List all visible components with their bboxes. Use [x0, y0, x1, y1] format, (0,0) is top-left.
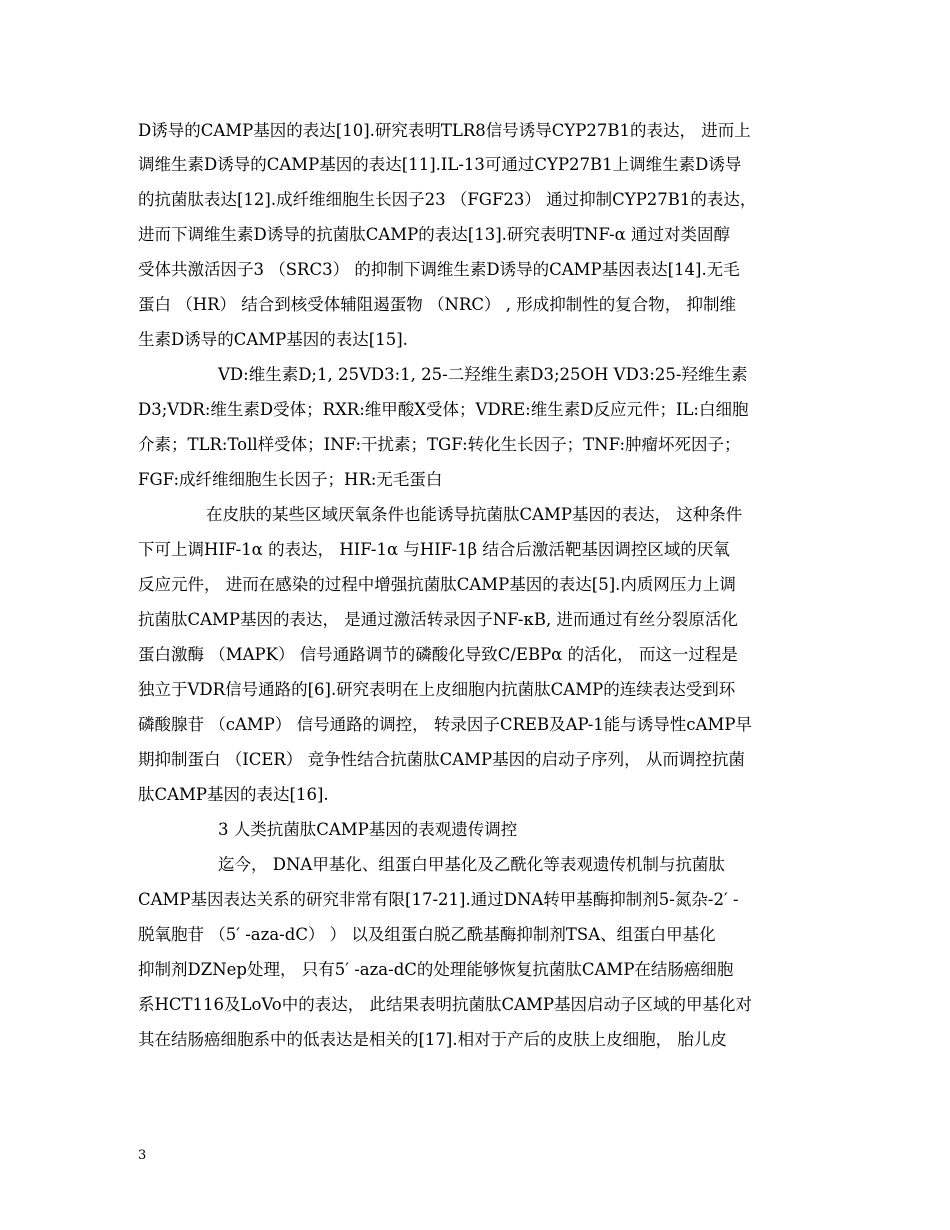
text-line: 肽CAMP基因的表达[16]. [138, 785, 329, 804]
text-line: D诱导的CAMP基因的表达[10].研究表明TLR8信号诱导CYP27B1的表达， 进而上 [138, 121, 751, 140]
text-line: 反应元件， 进而在感染的过程中增强抗菌肽CAMP基因的表达[5].内质网压力上调 [138, 575, 736, 594]
abbreviation-line: VD:维生素D;1, 25VD3:1, 25-二羟维生素D3;25OH VD3:25-羟维生素 [218, 365, 748, 384]
abbreviation-line: 介素；TLR:Toll样受体；INF:干扰素；TGF:转化生长因子；TNF:肿瘤坏死因子； [138, 435, 741, 454]
section-heading: 3 人类抗菌肽CAMP基因的表观遗传调控 [218, 820, 518, 839]
text-line: 调维生素D诱导的CAMP基因的表达[11].IL-13可通过CYP27B1上调维生素D诱导 [138, 155, 742, 174]
text-line: 脱氧胞苷 （5′ -aza-dC） ） 以及组蛋白脱乙酰基酶抑制剂TSA、组蛋白甲基化 [138, 925, 716, 944]
text-line: 蛋白激酶 （MAPK） 信号通路调节的磷酸化导致C/EBPα 的活化， 而这一过程是 [138, 645, 738, 664]
text-line: 生素D诱导的CAMP基因的表达[15]. [138, 330, 408, 349]
text-line: CAMP基因表达关系的研究非常有限[17-21].通过DNA转甲基酶抑制剂5-氮杂-2′ - [138, 890, 739, 909]
text-line: 迄今， DNA甲基化、组蛋白甲基化及乙酰化等表观遗传机制与抗菌肽 [218, 855, 725, 874]
text-line: 独立于VDR信号通路的[6].研究表明在上皮细胞内抗菌肽CAMP的连续表达受到环 [138, 680, 736, 699]
text-line: 其在结肠癌细胞系中的低表达是相关的[17].相对于产后的皮肤上皮细胞， 胎儿皮 [138, 1030, 727, 1049]
text-line: 在皮肤的某些区域厌氧条件也能诱导抗菌肽CAMP基因的表达， 这种条件 [206, 505, 743, 524]
abbreviation-line: D3;VDR:维生素D受体；RXR:维甲酸X受体；VDRE:维生素D反应元件；IL:白细胞 [138, 400, 749, 419]
page-number: 3 [138, 1148, 147, 1163]
text-line: 的抗菌肽表达[12].成纤维细胞生长因子23 （FGF23） 通过抑制CYP27B1的表达， [138, 190, 757, 209]
text-line: 抗菌肽CAMP基因的表达， 是通过激活转录因子NF-κB, 进而通过有丝分裂原活化 [138, 610, 738, 629]
text-line: 受体共激活因子3 （SRC3） 的抑制下调维生素D诱导的CAMP基因表达[14].无毛 [138, 260, 740, 279]
text-line: 抑制剂DZNep处理， 只有5′ -aza-dC的处理能够恢复抗菌肽CAMP在结肠癌细胞 [138, 960, 734, 979]
text-line: 期抑制蛋白 （ICER） 竞争性结合抗菌肽CAMP基因的启动子序列， 从而调控抗菌 [138, 750, 745, 769]
text-line: 磷酸腺苷 （cAMP） 信号通路的调控， 转录因子CREB及AP-1能与诱导性cAMP早 [138, 715, 752, 734]
abbreviation-line: FGF:成纤维细胞生长因子；HR:无毛蛋白 [138, 470, 443, 489]
text-line: 进而下调维生素D诱导的抗菌肽CAMP的表达[13].研究表明TNF-α 通过对类固醇 [138, 225, 730, 244]
text-line: 下可上调HIF-1α 的表达， HIF-1α 与HIF-1β 结合后激活靶基因调控区域的厌氧 [138, 540, 730, 559]
text-line: 蛋白 （HR） 结合到核受体辅阻遏蛋物 （NRC） , 形成抑制性的复合物， 抑制维 [138, 295, 737, 314]
text-line: 系HCT116及LoVo中的表达， 此结果表明抗菌肽CAMP基因启动子区域的甲基化对 [138, 995, 753, 1014]
